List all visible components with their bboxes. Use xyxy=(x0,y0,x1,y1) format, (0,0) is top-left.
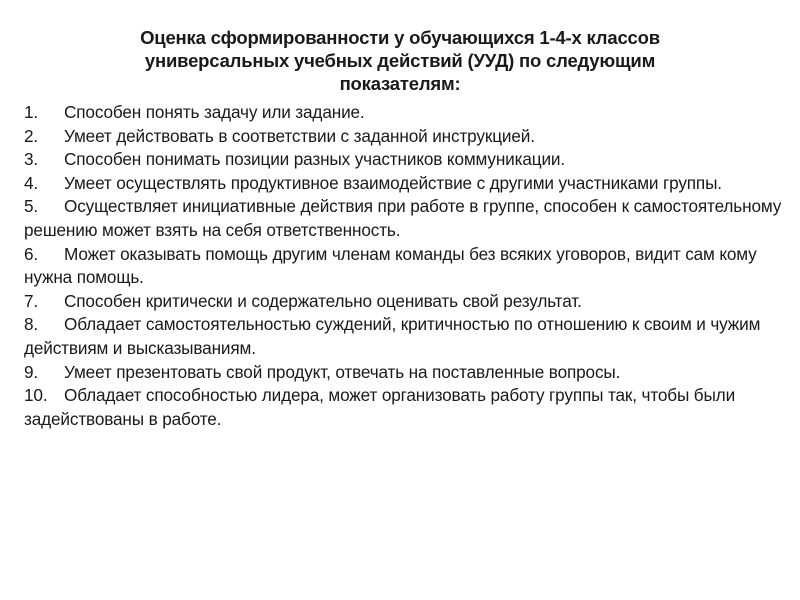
list-item xyxy=(24,313,784,360)
item-number: 8. xyxy=(24,314,39,335)
item-number: 3. xyxy=(24,149,39,170)
item-text: Способен понять задачу или задание. xyxy=(64,102,365,122)
list-item xyxy=(24,172,784,196)
title-line: универсальных учебных действий (УУД) по следующим xyxy=(144,50,656,71)
page-title xyxy=(40,26,760,95)
item-text: Осуществляет инициативные действия при работе в группе, способен к самостоятельному решению может взять на себя ответственность. xyxy=(24,196,782,240)
list-item xyxy=(24,148,784,172)
item-text: Умеет осуществлять продуктивное взаимодействие с другими участниками группы. xyxy=(64,172,722,193)
list-item xyxy=(24,125,784,149)
criteria-list xyxy=(24,101,784,431)
list-item xyxy=(24,384,784,431)
item-number: 9. xyxy=(24,361,39,382)
title-line: показателям: xyxy=(339,73,461,94)
list-item xyxy=(24,243,784,290)
item-number: 4. xyxy=(24,172,39,193)
item-number: 5. xyxy=(24,196,39,217)
list-item xyxy=(24,361,784,385)
item-number: 1. xyxy=(24,102,39,122)
item-number: 2. xyxy=(24,125,39,146)
item-number: 7. xyxy=(24,290,39,311)
list-item xyxy=(24,290,784,314)
title-line: Оценка сформированности у обучающихся 1-4-х классов xyxy=(140,27,660,48)
item-number: 6. xyxy=(24,243,39,264)
list-item xyxy=(24,101,784,125)
list-item xyxy=(24,195,784,242)
item-text: Обладает способностью лидера, может организовать работу группы так, чтобы были задействованы в работе. xyxy=(24,385,736,429)
item-text: Умеет презентовать свой продукт, отвечать на поставленные вопросы. xyxy=(64,361,621,382)
item-number: 10. xyxy=(24,385,48,406)
item-text: Способен понимать позиции разных участников коммуникации. xyxy=(64,149,566,170)
item-text: Способен критически и содержательно оценивать свой результат. xyxy=(64,290,582,311)
item-text: Умеет действовать в соответствии с заданной инструкцией. xyxy=(64,125,535,146)
item-text: Обладает самостоятельностью суждений, критичностью по отношению к своим и чужим действиям и высказываниям. xyxy=(24,314,761,358)
item-text: Может оказывать помощь другим членам команды без всяких уговоров, видит сам кому нужна помощь. xyxy=(24,243,757,288)
